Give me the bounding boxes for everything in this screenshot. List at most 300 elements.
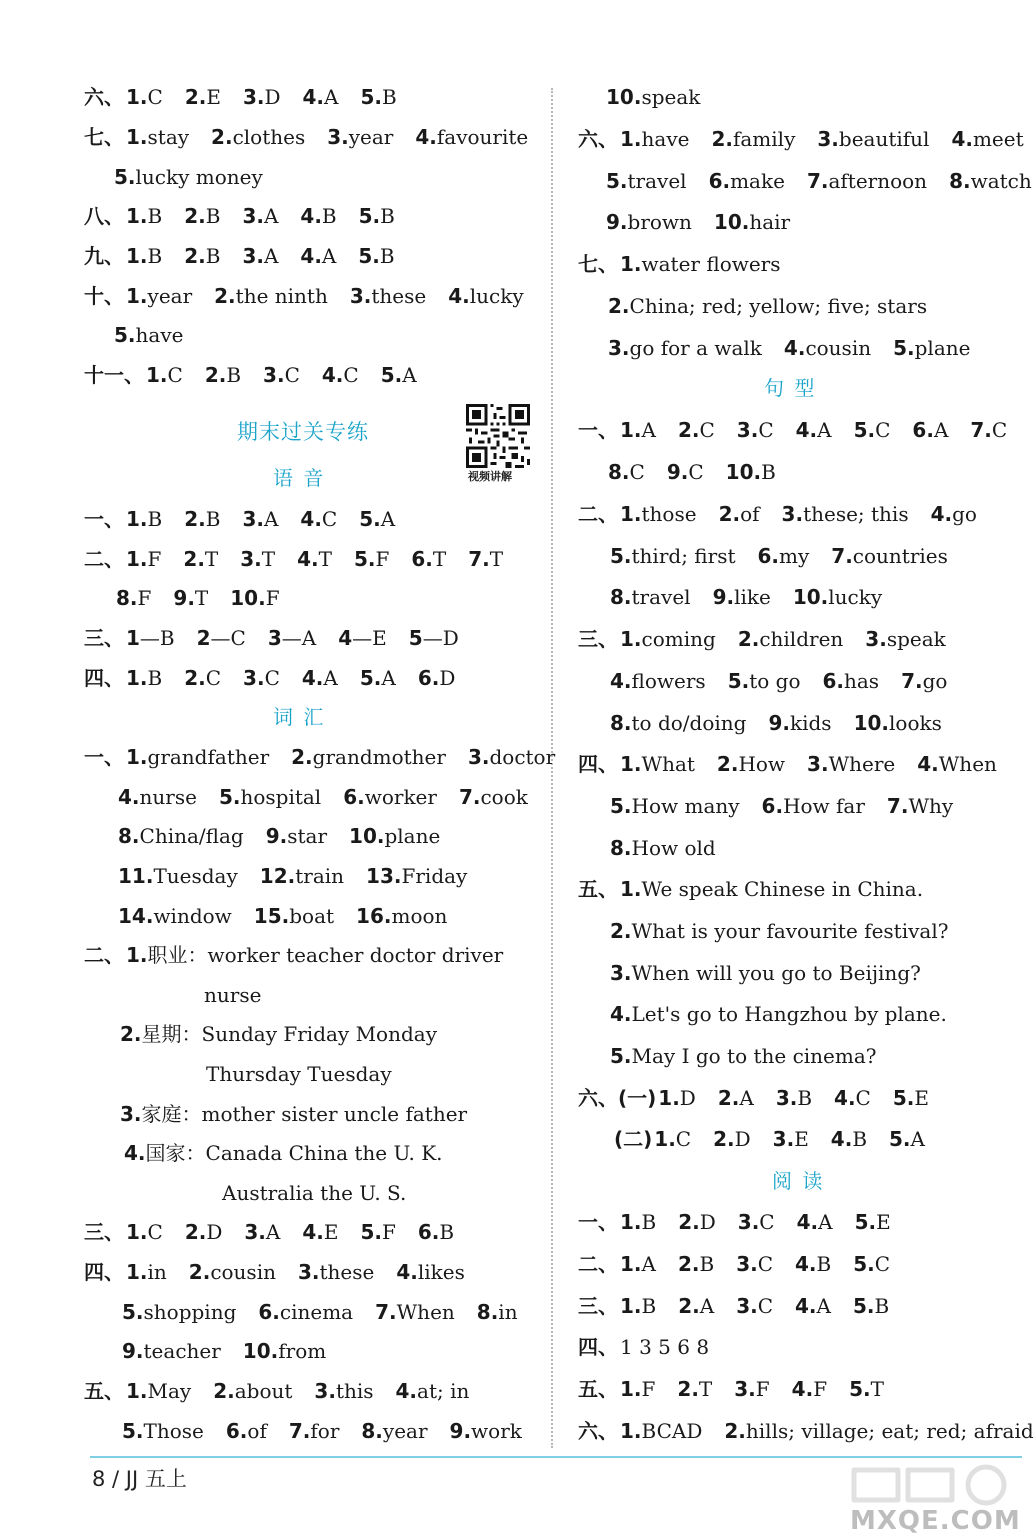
question-number: 3. [781, 502, 804, 526]
answer-text: F [813, 1377, 828, 1401]
question-number: 1. [126, 547, 148, 571]
answer-item [834, 1085, 871, 1111]
answer-text: F [265, 586, 280, 610]
answer-text: How far [783, 794, 865, 818]
answer-item [114, 322, 183, 348]
question-number: 9. [768, 711, 790, 735]
answer-item [620, 876, 923, 902]
line [578, 1209, 891, 1235]
answer-item [118, 863, 238, 889]
answer-text: A [816, 1294, 831, 1318]
answer-text: flowers [631, 669, 706, 693]
question-number: 8. [949, 169, 971, 193]
answer-text: C [875, 418, 891, 442]
question-number: 2. [718, 502, 741, 526]
answer-item [126, 1219, 163, 1245]
answer-item [396, 1259, 465, 1285]
answer-text: Friday [401, 864, 468, 888]
line [84, 744, 555, 770]
question-number: 1. [126, 125, 148, 149]
answer-item [361, 1418, 427, 1444]
answer-text: Thursday Tuesday [206, 1062, 392, 1086]
line [610, 584, 882, 610]
question-number: 4. [791, 1377, 814, 1401]
question-number: 9. [666, 460, 689, 484]
answer-text: have [135, 323, 184, 347]
answer-text: When [396, 1300, 455, 1324]
video-qr-code[interactable] [466, 404, 530, 468]
answer-text: at; in [417, 1379, 470, 1403]
answer-text: year [348, 125, 394, 149]
question-number: 1. [126, 1379, 148, 1403]
answer-text: A [641, 1252, 656, 1276]
answer-text: C [147, 85, 163, 109]
line [124, 1140, 443, 1166]
answer-item [360, 665, 396, 691]
answer-text: F [137, 586, 152, 610]
footer-rule [90, 1456, 1022, 1458]
answer-item [620, 417, 656, 443]
answer-text: T [432, 547, 447, 571]
answer-item [183, 546, 218, 572]
section-number: 三、 [578, 1294, 618, 1318]
answer-text: B [321, 204, 337, 228]
answer-text: these [319, 1260, 375, 1284]
question-number: 6. [225, 1419, 248, 1443]
answer-item [116, 585, 151, 611]
answer-item [184, 506, 220, 532]
answer-text: A [817, 418, 832, 442]
answer-item [375, 1299, 455, 1325]
question-number: 3. [297, 1260, 320, 1284]
answer-text: B [874, 1294, 890, 1318]
answer-item [831, 1126, 867, 1152]
question-number: 3. [120, 1102, 142, 1126]
answer-item [678, 1251, 714, 1277]
answer-text: those [641, 502, 697, 526]
answer-item [356, 903, 447, 929]
question-number: 7. [901, 669, 923, 693]
answer-item [610, 918, 948, 944]
answer-item [126, 625, 175, 651]
answer-text: likes [417, 1260, 465, 1284]
question-number: 3. [610, 961, 632, 985]
answer-item [606, 168, 687, 194]
answer-item [254, 903, 334, 929]
question-number: 4. [301, 666, 324, 690]
answer-item [853, 1293, 889, 1319]
answer-text: —B [139, 626, 175, 650]
section-title: 期末过关专练 [237, 420, 369, 444]
answer-text: BCAD [641, 1419, 703, 1443]
answer-text: this [335, 1379, 374, 1403]
answer-item [620, 1334, 709, 1360]
line [204, 982, 261, 1008]
answer-item [214, 283, 328, 309]
question-number: 4. [300, 204, 322, 228]
section-number: 三、 [578, 627, 618, 651]
answer-item [797, 1209, 833, 1235]
subsection-heading-vocabulary: 词 汇 [273, 705, 326, 729]
question-number: 1. [126, 284, 148, 308]
question-number: 4. [930, 502, 953, 526]
answer-text: B [226, 363, 242, 387]
question-number: 3. [243, 666, 265, 690]
answer-text: B [147, 244, 163, 268]
answer-text: B [699, 1252, 715, 1276]
answer-item [230, 585, 279, 611]
question-number: 5. [380, 363, 403, 387]
question-number: 2. [608, 294, 630, 318]
question-number: 1. [126, 244, 148, 268]
answer-text: Why [908, 794, 954, 818]
answer-item [418, 665, 456, 691]
answer-text: D [734, 1127, 751, 1151]
question-number: 9. [122, 1339, 144, 1363]
answer-text: B [147, 507, 163, 531]
question-number: 1. [126, 1260, 148, 1284]
answer-text: A [381, 666, 396, 690]
answer-text: in [498, 1300, 518, 1324]
section-number: 四、 [84, 1260, 124, 1284]
question-number: 5. [114, 165, 136, 189]
line [84, 362, 417, 388]
question-number: 5. [353, 547, 376, 571]
answer-text: T [194, 586, 209, 610]
answer-item [654, 1126, 691, 1152]
answer-text: C [205, 666, 222, 690]
line [122, 1299, 518, 1325]
answer-item [728, 668, 801, 694]
question-number: 6. [912, 418, 934, 442]
question-number: 3. [736, 1252, 758, 1276]
answer-item [206, 1061, 392, 1087]
answer-item [917, 751, 997, 777]
question-number: 1. [620, 418, 642, 442]
answer-item [901, 668, 947, 694]
section-number: 一、 [84, 507, 124, 531]
line [578, 876, 923, 902]
line [120, 1101, 467, 1127]
answer-item [608, 335, 762, 361]
answer-text: A [933, 418, 949, 442]
answer-text: —C [210, 626, 246, 650]
answer-item [711, 126, 795, 152]
question-number: 5. [360, 85, 382, 109]
question-number: 1. [658, 1086, 680, 1110]
answer-item [620, 501, 697, 527]
answer-text: lucky money [135, 165, 263, 189]
answer-text: moon [391, 904, 448, 928]
answer-text: B [205, 244, 221, 268]
answer-item [360, 1219, 395, 1245]
answer-text: cinema [279, 1300, 354, 1324]
answer-text: nurse [204, 983, 262, 1007]
question-number: 5. [122, 1300, 144, 1324]
answer-item [126, 665, 162, 691]
line [120, 1021, 437, 1047]
question-number: 10. [242, 1339, 279, 1363]
line [118, 784, 528, 810]
answer-item [931, 501, 977, 527]
line [578, 501, 977, 527]
question-number: 2. [184, 85, 207, 109]
question-number: 5. [360, 1220, 382, 1244]
line [608, 459, 776, 485]
answer-item [126, 203, 162, 229]
answer-item [359, 203, 395, 229]
answer-text: F [641, 1377, 656, 1401]
question-number: 14. [118, 904, 154, 928]
answer-text: C [757, 1252, 774, 1276]
question-number: 1. [126, 85, 148, 109]
answer-text: C [675, 1127, 692, 1151]
answer-text: meet [972, 127, 1024, 151]
section-number: 十、 [84, 284, 124, 308]
answer-text: go [952, 502, 977, 526]
answer-text: C [264, 666, 280, 690]
answer-item [126, 506, 162, 532]
answer-text: A [263, 204, 279, 228]
answer-item [620, 626, 716, 652]
watermark-text: MXQE.COM [850, 1506, 1021, 1536]
answer-text: T [318, 547, 332, 571]
question-number: 5 [408, 626, 423, 650]
line [610, 918, 948, 944]
question-number: 1. [620, 1294, 642, 1318]
answer-text: from [278, 1339, 327, 1363]
answer-item [713, 584, 771, 610]
answer-item [300, 243, 336, 269]
section-number: 四、 [578, 1335, 618, 1359]
answer-text: window [153, 904, 232, 928]
question-number: 5. [610, 1044, 632, 1068]
section-number: 二、 [84, 547, 124, 571]
answer-item [620, 1209, 656, 1235]
question-number: 7. [288, 1419, 311, 1443]
answer-text: like [734, 585, 771, 609]
question-number: 7. [468, 547, 490, 571]
answer-text: B [205, 507, 221, 531]
question-number: 4. [796, 1210, 819, 1234]
answer-item [243, 1338, 326, 1364]
answer-text: beautiful [838, 127, 930, 151]
answer-text: my [779, 544, 810, 568]
answer-item [796, 417, 832, 443]
question-number: 4. [610, 1002, 632, 1026]
question-number: 5. [889, 1127, 911, 1151]
answer-text: B [380, 204, 395, 228]
answer-item [126, 124, 189, 150]
question-number: 4. [415, 125, 437, 149]
question-number: 2. [724, 1419, 746, 1443]
section-number: 六、(一) [578, 1086, 657, 1110]
question-number: 1 [126, 626, 140, 650]
answer-item [122, 1338, 221, 1364]
answer-item [185, 1219, 223, 1245]
answer-item [124, 1140, 443, 1166]
answer-item [243, 84, 281, 110]
line [122, 1338, 326, 1364]
answer-item [268, 625, 316, 651]
answer-item [709, 168, 785, 194]
answer-text: How old [631, 836, 716, 860]
answer-text: C [343, 363, 359, 387]
question-number: 2. [213, 1379, 235, 1403]
line [606, 84, 700, 110]
question-number: 5. [359, 666, 382, 690]
subsection-heading-sentences: 句 型 [764, 376, 817, 400]
answer-item [606, 209, 692, 235]
answer-item [396, 1378, 470, 1404]
question-number: 7. [970, 418, 992, 442]
answer-item [726, 459, 776, 485]
answer-item [620, 1251, 656, 1277]
question-number: 2. [610, 919, 632, 943]
answer-text: favourite [436, 125, 529, 149]
answer-text: T [698, 1377, 713, 1401]
answer-text: When will you go to Beijing? [631, 961, 921, 985]
answer-item [189, 1259, 276, 1285]
answer-item [359, 506, 395, 532]
section-number: 八、 [84, 204, 124, 228]
answer-item [912, 417, 948, 443]
answer-item [678, 417, 715, 443]
answer-text: B [816, 1252, 832, 1276]
answer-text: C [284, 363, 300, 387]
answer-item [793, 584, 882, 610]
question-number: 3. [817, 127, 839, 151]
answer-item [667, 459, 704, 485]
answer-item [822, 668, 879, 694]
answer-item [736, 1293, 773, 1319]
section-number: 五、 [578, 877, 618, 901]
line [84, 506, 395, 532]
answer-text: star [287, 824, 328, 848]
answer-item [118, 784, 197, 810]
answer-item [610, 668, 706, 694]
answer-item [120, 1021, 437, 1047]
answer-text: make [730, 169, 785, 193]
answer-text: F [382, 1220, 396, 1244]
question-number: 6. [411, 547, 433, 571]
answer-text: A [739, 1086, 754, 1110]
answer-text: What [641, 752, 695, 776]
answer-text: looks [889, 711, 942, 735]
question-number: 11. [118, 864, 154, 888]
question-number: 4. [834, 1086, 856, 1110]
answer-text: D [699, 1210, 716, 1234]
answer-item [606, 84, 700, 110]
question-number: 8. [361, 1419, 383, 1443]
answer-text: these; this [803, 502, 909, 526]
answer-text: A [263, 244, 279, 268]
answer-text: —D [422, 626, 459, 650]
question-number: 2. [716, 752, 739, 776]
question-number: 12. [259, 864, 296, 888]
question-number: 6. [417, 666, 440, 690]
answer-item [338, 625, 387, 651]
answer-item [853, 1251, 890, 1277]
section-number: 一、 [578, 1210, 618, 1234]
answer-item [240, 546, 275, 572]
question-number: 10. [713, 210, 750, 234]
question-number: 2. [184, 666, 206, 690]
answer-text: kids [789, 711, 832, 735]
question-number: 3. [242, 244, 264, 268]
question-number: 8. [610, 836, 632, 860]
question-number: 2. [717, 1086, 740, 1110]
answer-text: 星期：Sunday Friday Monday [141, 1022, 438, 1046]
question-number: 2. [678, 1294, 700, 1318]
question-number: 1. [126, 507, 148, 531]
answer-item [297, 546, 332, 572]
section-number: 六、 [578, 1419, 618, 1443]
line [84, 124, 528, 150]
answer-item [782, 501, 909, 527]
line [578, 417, 1007, 443]
answer-text: these [371, 284, 427, 308]
question-number: 3. [865, 627, 887, 651]
line [578, 1085, 929, 1111]
line [84, 1219, 454, 1245]
question-number: 10. [725, 460, 762, 484]
answer-text: E [206, 85, 221, 109]
question-number: 8. [118, 824, 140, 848]
answer-item [146, 362, 183, 388]
answer-item [126, 283, 192, 309]
line [578, 1293, 889, 1319]
question-number: 3. [807, 752, 829, 776]
question-number: 1. [126, 745, 148, 769]
answer-text: A [265, 1220, 281, 1244]
question-number: 5. [892, 1086, 915, 1110]
question-number: 2. [188, 1260, 211, 1284]
line [118, 903, 447, 929]
line [614, 1126, 925, 1152]
line [84, 942, 503, 968]
line [118, 863, 467, 889]
answer-item [266, 823, 327, 849]
answer-item [126, 84, 163, 110]
answer-text: F [147, 547, 162, 571]
answer-text: T [204, 547, 219, 571]
answer-item [817, 126, 929, 152]
answer-item [300, 203, 336, 229]
question-number: 5. [852, 1294, 875, 1318]
answer-text: hills; village; eat; red; afraid [745, 1419, 1034, 1443]
question-number: 4. [124, 1141, 146, 1165]
answer-item [126, 744, 269, 770]
question-number: 4. [795, 1252, 817, 1276]
question-number: 3. [242, 85, 265, 109]
line [84, 546, 503, 572]
answer-text: C [699, 418, 715, 442]
question-number: 2. [211, 125, 233, 149]
question-number: 8. [610, 711, 632, 735]
answer-item [714, 209, 790, 235]
line [114, 164, 263, 190]
question-number: 3. [467, 745, 490, 769]
question-number: 1. [126, 1220, 148, 1244]
answer-text: F [755, 1377, 770, 1401]
answer-text: E [876, 1210, 891, 1234]
question-number: 9. [173, 586, 195, 610]
question-number: 7. [831, 544, 853, 568]
answer-item [724, 1418, 1033, 1444]
question-number: 7. [375, 1300, 397, 1324]
answer-text: B [641, 1210, 657, 1234]
